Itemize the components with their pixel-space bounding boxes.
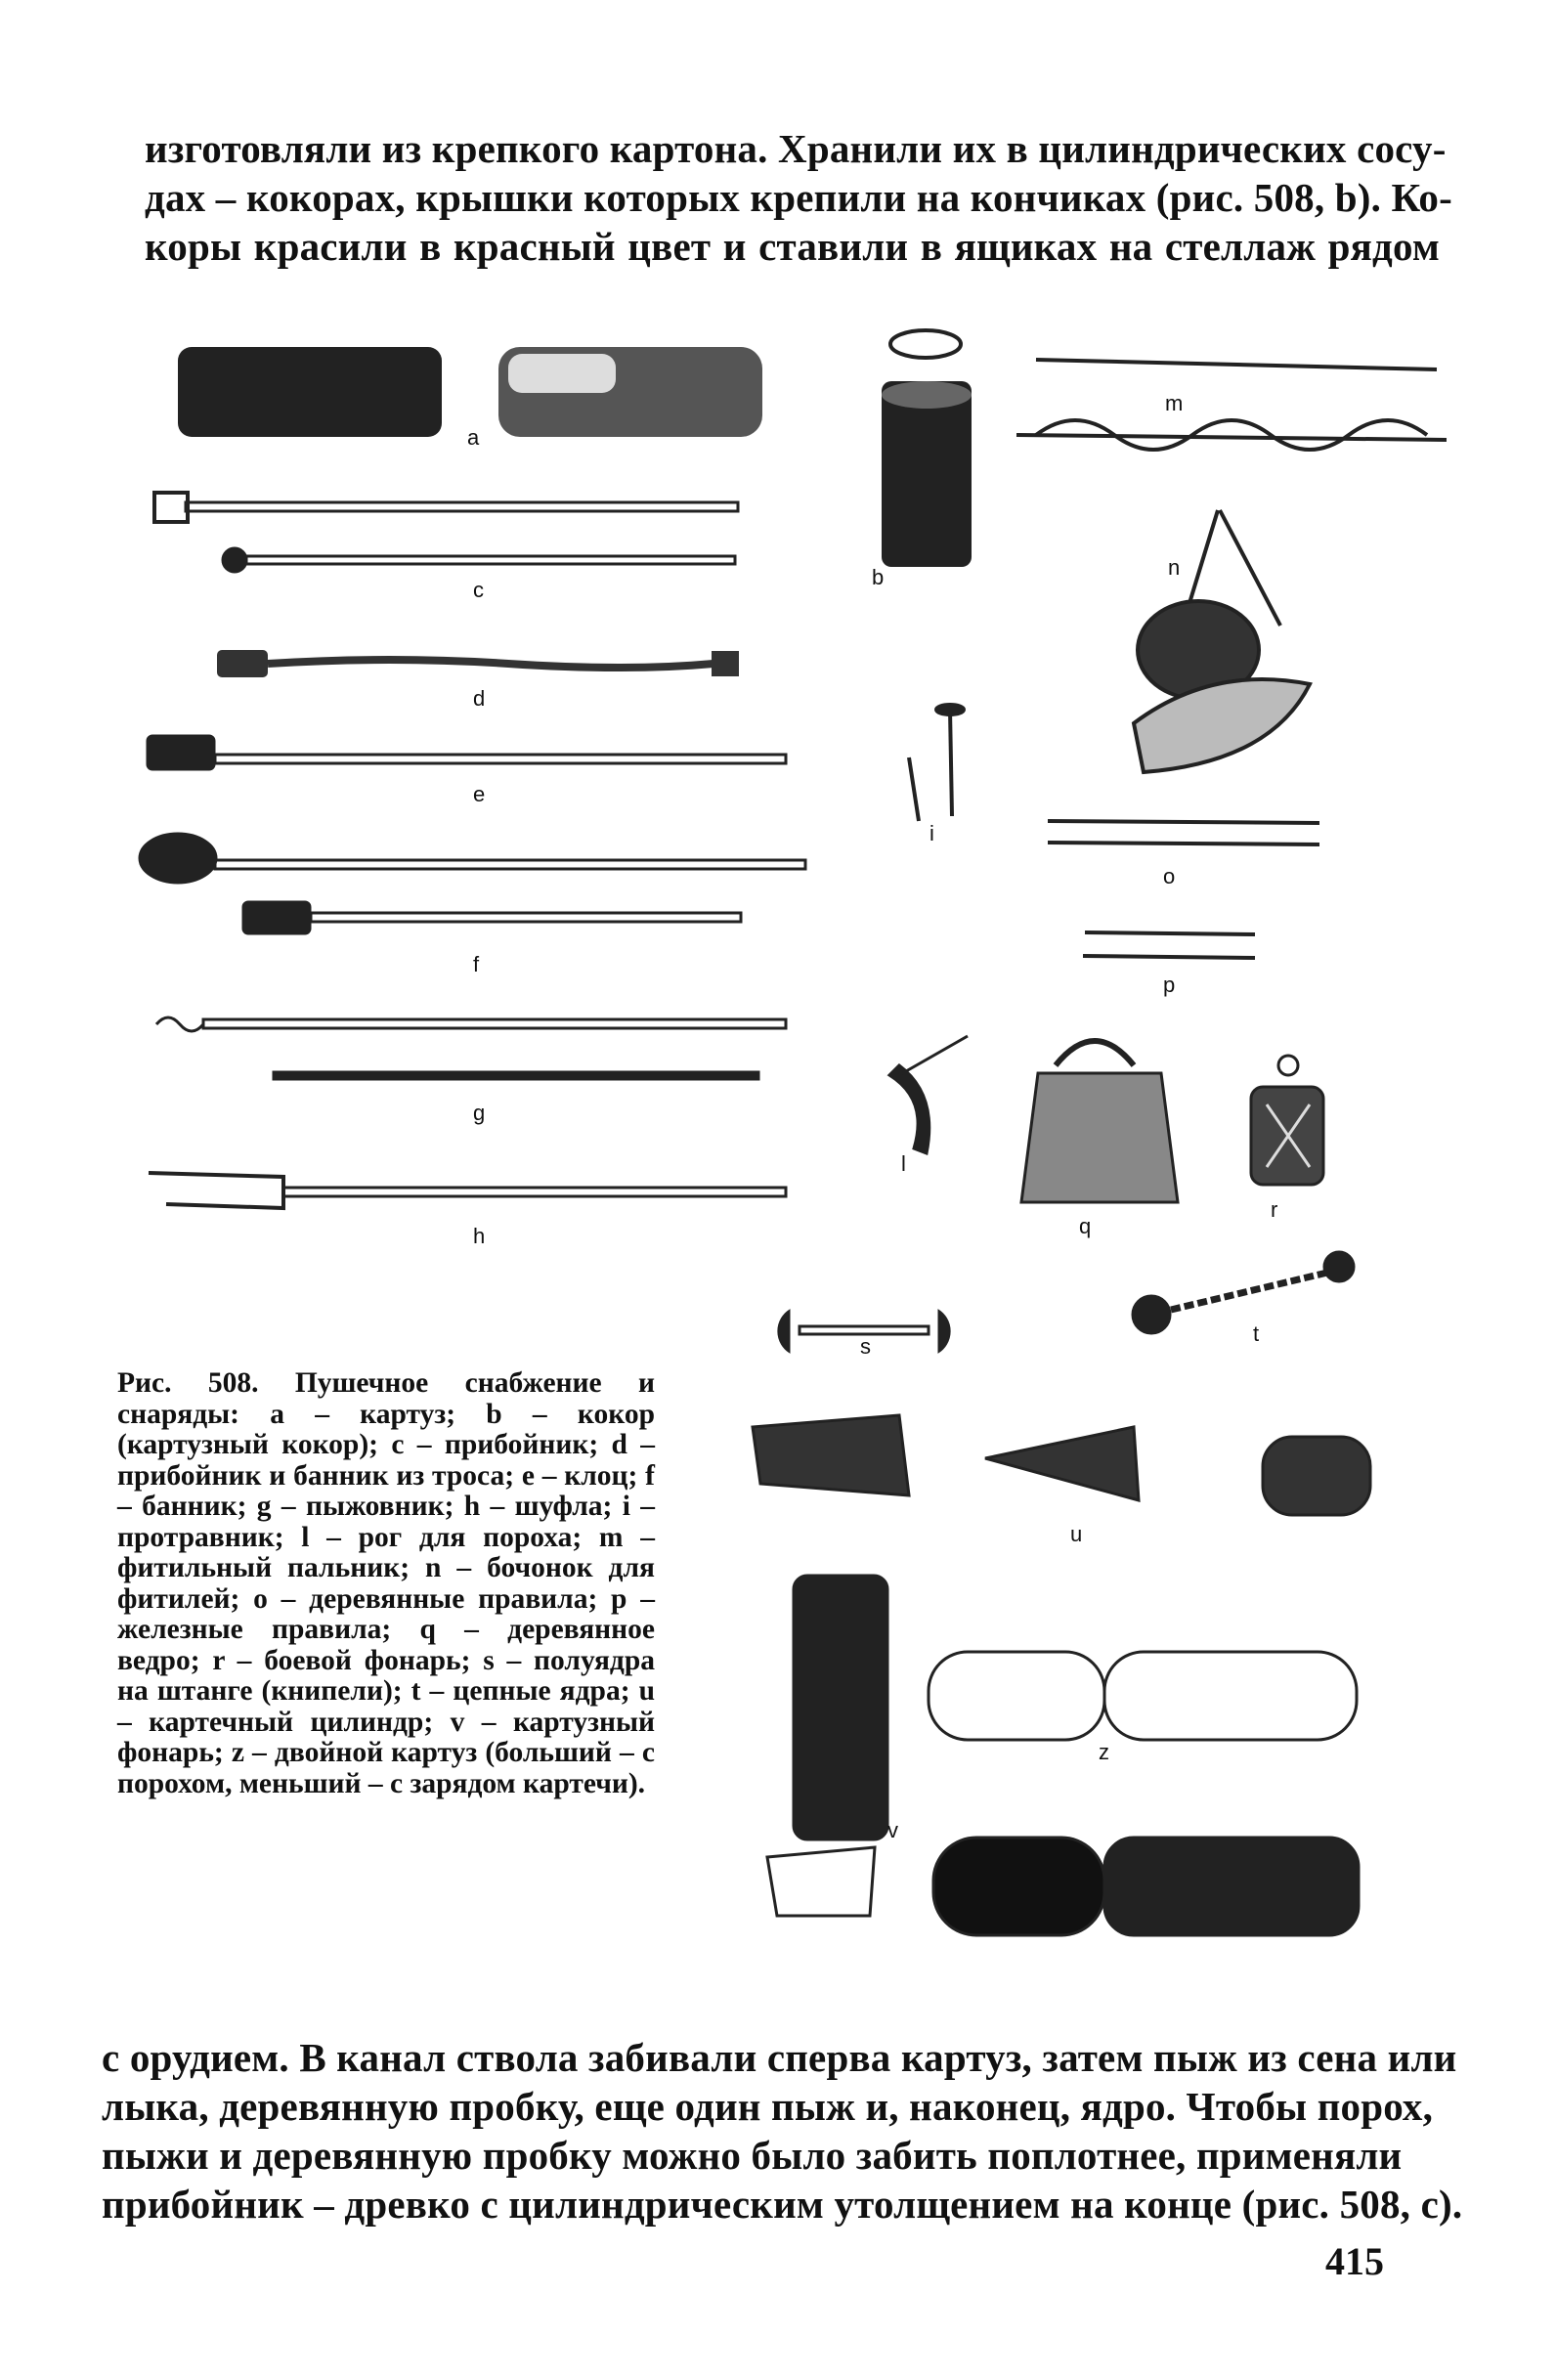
linstock-m-illustration — [1016, 360, 1447, 450]
sponge-f-illustration — [139, 833, 805, 934]
double-cartridge-z-illustration — [929, 1652, 1359, 1935]
rammer-c-illustration — [154, 493, 738, 573]
label-i: i — [929, 821, 934, 845]
label-o: o — [1163, 864, 1176, 888]
bottom-paragraph — [102, 2033, 1463, 2229]
text-line: лыка, деревянную пробку, еще один пыж и, наконец, ядро. Чтобы порох, — [102, 2084, 1434, 2129]
priming-iron-i-illustration — [909, 705, 964, 821]
ladle-h-illustration — [149, 1173, 786, 1208]
battle-lantern-r-illustration — [1251, 1056, 1323, 1185]
worm-g-illustration — [156, 1017, 786, 1079]
label-f: f — [473, 952, 480, 976]
text-line: коры красили в красный цвет и ставили в ящиках на стеллаж рядом — [145, 224, 1440, 269]
label-q: q — [1079, 1214, 1092, 1238]
label-g: g — [473, 1101, 486, 1125]
cartridge-case-b-illustration — [882, 330, 972, 567]
label-t: t — [1253, 1321, 1260, 1346]
label-l: l — [901, 1151, 906, 1176]
label-s: s — [860, 1334, 871, 1359]
powder-horn-l-illustration — [889, 1036, 968, 1153]
wooden-rules-o-illustration — [1048, 821, 1319, 844]
text-line: пыжи и деревянную пробку можно было забить поплотнее, применяли — [102, 2133, 1403, 2178]
text-line: с орудием. В канал ствола забивали сперва картуз, затем пыж из сена или — [102, 2035, 1457, 2080]
wooden-bucket-q-illustration — [1021, 1041, 1178, 1202]
label-r: r — [1271, 1197, 1278, 1222]
label-z: z — [1099, 1740, 1109, 1764]
label-c: c — [473, 578, 484, 602]
iron-rules-p-illustration — [1083, 932, 1255, 958]
label-d: d — [473, 686, 486, 711]
figure-caption: Рис. 508. Пушечное снабжение и снаряды: a – картуз; b – кокор (картузный кокор); c – прибойник; d – прибойник и банник из троса; e – клоц; f – банник; g – пыжовник; h – шуфла; i – протравник; l – рог для пороха; m – фитильный пальник; n – бочонок для фитилей; o – деревянные правила; p – железные правила; q – деревянное ведро; r – боевой фонарь; s – полуядра на штанге (книпели); t – цепные ядра; u – картечный цилиндр; v – картузный фонарь; z – двойной картуз (больший – с порохом, меньший – с зарядом картечи). — [117, 1367, 655, 1799]
match-tub-n-illustration — [1134, 510, 1310, 772]
label-u: u — [1070, 1522, 1083, 1546]
text-line: дах – кокорах, крышки которых крепили на кончиках (рис. 508, b). Ко- — [145, 175, 1452, 220]
page-number: 415 — [1325, 2239, 1384, 2283]
text-line: прибойник – древко с цилиндрическим утолщением на конце (рис. 508, c). — [102, 2182, 1463, 2227]
grapeshot-u-illustration — [753, 1415, 1370, 1515]
label-n: n — [1168, 555, 1181, 580]
cartridge-a-illustration — [178, 347, 762, 437]
label-p: p — [1163, 973, 1176, 997]
label-b: b — [872, 565, 885, 589]
label-e: e — [473, 782, 486, 806]
chain-shot-t-illustration — [1132, 1251, 1355, 1334]
label-m: m — [1165, 391, 1184, 415]
rammer-d-illustration — [217, 650, 739, 677]
label-a: a — [467, 425, 480, 450]
label-h: h — [473, 1224, 486, 1248]
text-line: изготовляли из крепкого картона. Хранили их в цилиндрических сосу- — [145, 126, 1447, 171]
label-v: v — [887, 1818, 898, 1842]
cartridge-lantern-v-illustration — [767, 1576, 887, 1916]
wad-tool-e-illustration — [147, 735, 786, 770]
